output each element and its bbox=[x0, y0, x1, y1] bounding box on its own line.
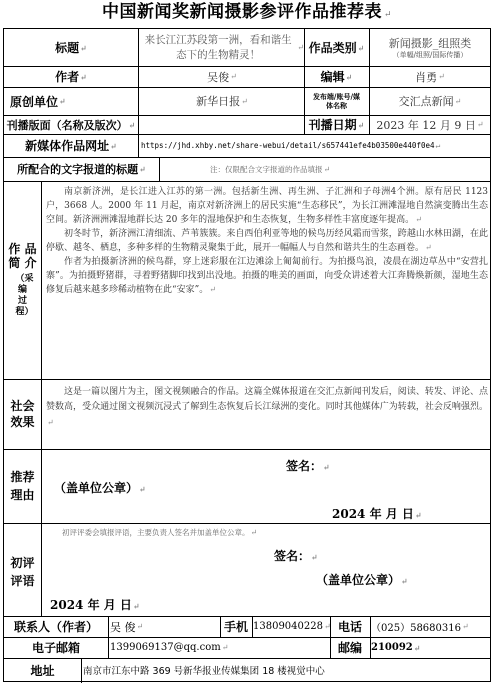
intro-paragraph: 南京新济洲，是长江进入江苏的第一洲。包括新生洲、再生洲、子汇洲和子母洲4个洲。原有居民 1123 户，3668 人。2000 年 11 月起，南京对新济洲上的居民实施“生态移民”，为长江洲滩湿地自然演变腾出生态空间。新济洲洲滩湿地群长达 20 多年的湿地保护和生态恢复，生物多样性丰富度逐年提高。↵ bbox=[46, 187, 488, 225]
zip-value[interactable]: 210092 ↵ bbox=[371, 642, 421, 653]
editor-label: 编辑 ↵ bbox=[320, 70, 353, 84]
related-title-label: 所配合的文字报道的标题 ↵ bbox=[17, 163, 146, 176]
recommend-sign[interactable]: 签名：↵ bbox=[286, 459, 330, 473]
work-title-label: 标题 ↵ bbox=[55, 41, 87, 55]
review-seal: （盖单位公章）↵ bbox=[316, 573, 408, 587]
recommend-label: 推荐 理由 bbox=[10, 470, 35, 502]
recommend-seal: （盖单位公章）↵ bbox=[54, 481, 146, 495]
work-title-value[interactable]: 来长江江苏段第一洲，看和谐生态下的生物精灵！ ↵ bbox=[144, 33, 304, 61]
phone-label: 手机 bbox=[223, 620, 248, 634]
tel-value[interactable]: （025）58680316 ↵ bbox=[371, 622, 469, 634]
intro-paragraph: 初冬时节，新济洲江清细流、芦苇簇簇。来自西伯利亚等地的候鸟历经风霜而雪浆，跨越山水林田湖，在此停歇、越冬、栖息，多种多样的生物精灵聚集于此，展开一幅幅人与自然和谐共生的生态画卷。↵ bbox=[46, 229, 488, 253]
form-title: 中国新闻奖新闻摄影参评作品推荐表 ↵ bbox=[101, 2, 393, 22]
review-date[interactable]: 2024 年 月 日↵ bbox=[50, 598, 140, 612]
author-value[interactable]: 吴俊 ↵ bbox=[207, 70, 237, 84]
category-value[interactable]: 新闻摄影_组照类 （单幅/组照/国际传播） bbox=[388, 37, 472, 59]
tel-label: 电话 bbox=[337, 620, 362, 634]
unit-value[interactable]: 新华日报 ↵ bbox=[196, 95, 248, 108]
page-value[interactable] bbox=[140, 115, 304, 134]
contact-label: 联系人（作者） bbox=[13, 620, 98, 634]
intro-label: 作 品 简 介 （采编过程） bbox=[8, 242, 37, 317]
email-label: 电子邮箱 bbox=[31, 641, 80, 655]
address-label: 地址 bbox=[30, 663, 55, 678]
effect-label: 社会 效果 bbox=[10, 399, 35, 429]
date-value[interactable]: 2023 年 12 月 9 日 ↵ bbox=[376, 118, 484, 132]
contact-value[interactable]: 吴 俊 ↵ bbox=[110, 620, 144, 634]
phone-value[interactable]: 13809040228 ↵ bbox=[253, 621, 331, 632]
recommendation-form bbox=[3, 28, 491, 682]
intro-paragraph: 作者为拍摄新济洲的候鸟群，穿上迷彩服在江边滩涂上匍匐前行。为拍摄鸟浪，凌晨在湖边草丛中“安营扎寨”。为拍摄野猪群，寻着野猪脚印找到出没地。拍摄的唯美的画面，向受众讲述着大江奔腾焕新颜，湿地生态修复后越来越多珍稀动植物在此“安家”。↵ bbox=[46, 257, 488, 295]
account-label: 发布端/账号/媒体名称 bbox=[312, 92, 361, 110]
editor-value[interactable]: 肖勇 ↵ bbox=[415, 70, 445, 84]
account-value[interactable]: 交汇点新闻 ↵ bbox=[398, 95, 462, 108]
recommend-date[interactable]: 2024 年 月 日↵ bbox=[332, 507, 422, 521]
page-label: 刊播版面（名称及版次） ↵ bbox=[6, 118, 136, 132]
unit-label: 原创单位 ↵ bbox=[10, 94, 66, 109]
review-label: 初评 评语 bbox=[10, 556, 35, 588]
related-title-note[interactable]: 注：仅限配合文字报道的作品填报 ↵ bbox=[210, 164, 331, 174]
review-sign[interactable]: 签名：↵ bbox=[274, 549, 318, 563]
url-value[interactable]: https://jhd.xhby.net/share-webui/detail/s657441efe4b03500e440f0e4 ↵ bbox=[141, 141, 441, 150]
address-value[interactable]: 南京市江东中路 369 号新华报业传媒集团 18 楼视觉中心 bbox=[83, 666, 325, 677]
effect-text[interactable]: 这是一篇以图片为主，图文视频融合的作品。这篇全媒体报道在交汇点新闻刊发后，阅读、转发、评论、点赞数高，受众通过图文视频沉浸式了解到生态恢复后长江绿洲的变化。同时其他媒体广为转载，社会反响强烈。↵ bbox=[46, 387, 488, 427]
category-label: 作品类别 ↵ bbox=[308, 41, 365, 55]
review-note: 初评评委会填报评语，主要负责人签名并加盖单位公章。↵ bbox=[62, 528, 258, 537]
email-value[interactable]: 1399069137@qq.com ↵ bbox=[110, 642, 229, 653]
intro-text[interactable] bbox=[46, 185, 488, 377]
date-label: 刊播日期 ↵ bbox=[308, 118, 365, 132]
url-label: 新媒体作品网址 ↵ bbox=[25, 139, 117, 153]
author-label: 作者 ↵ bbox=[55, 70, 87, 84]
zip-label: 邮编 bbox=[337, 641, 362, 655]
